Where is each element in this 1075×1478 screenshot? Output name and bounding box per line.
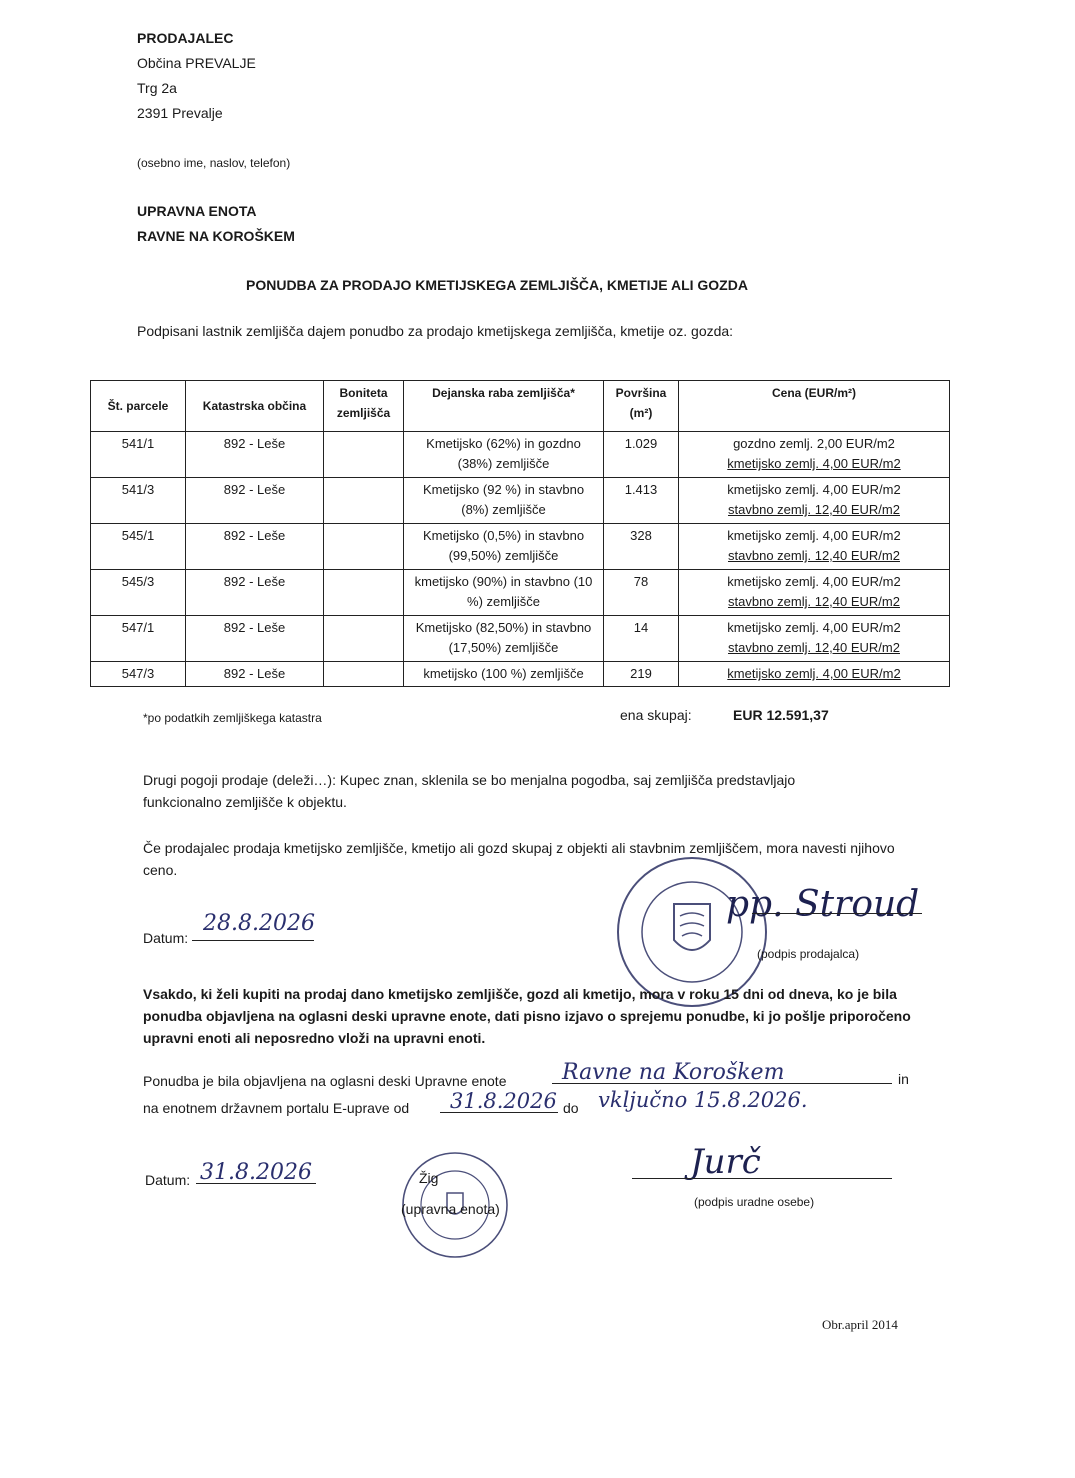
cell-use: Kmetijsko (82,50%) in stavbno (17,50%) zemljišče [404, 616, 604, 662]
published-unit: Ravne na Koroškem [562, 1060, 785, 1085]
portal-from-line [440, 1112, 558, 1113]
price-line: gozdno zemlj. 2,00 EUR/m2 [733, 436, 895, 451]
date1-value: 28.8.2026 [203, 911, 315, 936]
seller-hint: (osebno ime, naslov, telefon) [137, 156, 291, 170]
stamp-label: Žig [419, 1170, 439, 1186]
cell-area: 78 [604, 570, 679, 616]
cell-bonitet [324, 570, 404, 616]
cell-use: Kmetijsko (62%) in gozdno (38%) zemljišče [404, 432, 604, 478]
published-prefix: Ponudba je bila objavljena na oglasni deski Upravne enote [143, 1073, 507, 1089]
cell-parcel: 547/1 [91, 616, 186, 662]
cell-parcel: 541/3 [91, 478, 186, 524]
cell-price [679, 524, 950, 570]
cell-bonitet [324, 432, 404, 478]
cell-use: Kmetijsko (92 %) in stavbno (8%) zemljišče [404, 478, 604, 524]
header-cadastral: Katastrska občina [186, 381, 324, 432]
form-code: Obr.april 2014 [822, 1317, 898, 1332]
price-line: stavbno zemlj. 12,40 EUR/m2 [728, 502, 900, 517]
cell-use: Kmetijsko (0,5%) in stavbno (99,50%) zemljišče [404, 524, 604, 570]
objects-note: Če prodajalec prodaja kmetijsko zemljišče, kmetijo ali gozd skupaj z objekti ali stavbnim zemljiščem, mora navesti njihovo ceno. [143, 840, 895, 878]
cell-price [679, 570, 950, 616]
recipient-line2: RAVNE NA KOROŠKEM [137, 228, 295, 244]
seller-signature: pp. Stroud [726, 884, 920, 925]
date1-underline [192, 940, 314, 941]
cell-bonitet [324, 616, 404, 662]
total-label: ena skupaj: [620, 707, 692, 723]
total-value: EUR 12.591,37 [733, 707, 829, 723]
cell-area: 14 [604, 616, 679, 662]
other-terms: Drugi pogoji prodaje (deleži…): Kupec znan, sklenila se bo menjalna pogodba, saj zemljišča predstavljajo funkcionalno zemljišče k objektu. [143, 772, 796, 810]
cell-area: 1.413 [604, 478, 679, 524]
cell-cadastral: 892 - Leše [186, 616, 324, 662]
price-line: stavbno zemlj. 12,40 EUR/m2 [728, 640, 900, 655]
header-bonitet: Boniteta zemljišča [324, 381, 404, 432]
date2-underline [196, 1183, 316, 1184]
cell-cadastral: 892 - Leše [186, 524, 324, 570]
cell-price [679, 662, 950, 687]
header-use: Dejanska raba zemljišča* [404, 381, 604, 432]
seller-block [137, 28, 256, 123]
seller-heading: PRODAJALEC [137, 30, 234, 46]
date2-label: Datum: [145, 1172, 191, 1188]
footnote: *po podatkih zemljiškega katastra [143, 711, 322, 725]
cell-parcel: 547/3 [91, 662, 186, 687]
cell-area: 1.029 [604, 432, 679, 478]
cell-price [679, 478, 950, 524]
table-row [91, 432, 950, 478]
portal-from: 31.8.2026 [450, 1089, 557, 1113]
price-line: kmetijsko zemlj. 4,00 EUR/m2 [727, 620, 901, 635]
official-sig-label: (podpis uradne osebe) [694, 1195, 815, 1209]
seller-sig-label: (podpis prodajalca) [757, 947, 860, 961]
seller-name: Občina PREVALJE [137, 55, 256, 71]
stamp-sublabel: (upravna enota) [401, 1201, 500, 1217]
cell-parcel: 545/1 [91, 524, 186, 570]
table-row [91, 570, 950, 616]
cell-price [679, 616, 950, 662]
cell-bonitet [324, 478, 404, 524]
price-line: kmetijsko zemlj. 4,00 EUR/m2 [727, 574, 901, 589]
portal-do: do [563, 1100, 579, 1116]
recipient-line1: UPRAVNA ENOTA [137, 203, 257, 219]
intro-text: Podpisani lastnik zemljišča dajem ponudbo za prodajo kmetijskega zemljišča, kmetije oz. gozda: [137, 323, 734, 339]
seller-sig-line [752, 913, 922, 914]
portal-to: vključno 15.8.2026. [598, 1088, 808, 1112]
price-line: kmetijsko zemlj. 4,00 EUR/m2 [727, 528, 901, 543]
table-row [91, 662, 950, 687]
purchase-notice: Vsakdo, ki želi kupiti na prodaj dano kmetijsko zemljišče, gozd ali kmetijo, mora v roku 15 dni od dneva, ko je bila ponudba objavljena na oglasni deski upravne enote, dati pisno izjavo o sprejemu ponudbe, ki jo pošlje priporočeno upravni enoti ali neposredno vloži na upravni enoti. [143, 986, 911, 1046]
price-line: kmetijsko zemlj. 4,00 EUR/m2 [727, 482, 901, 497]
cell-price [679, 432, 950, 478]
price-line: stavbno zemlj. 12,40 EUR/m2 [728, 594, 900, 609]
published-in: in [898, 1071, 909, 1087]
seller-postal: 2391 Prevalje [137, 105, 223, 121]
price-line: kmetijsko zemlj. 4,00 EUR/m2 [727, 666, 901, 681]
cell-bonitet [324, 524, 404, 570]
portal-prefix: na enotnem državnem portalu E-uprave od [143, 1100, 410, 1116]
document-title: PONUDBA ZA PRODAJO KMETIJSKEGA ZEMLJIŠČA, KMETIJE ALI GOZDA [246, 277, 748, 293]
table-row [91, 524, 950, 570]
cell-use: kmetijsko (90%) in stavbno (10 %) zemljišče [404, 570, 604, 616]
cell-parcel: 545/3 [91, 570, 186, 616]
parcels-table [90, 380, 950, 687]
cell-area: 219 [604, 662, 679, 687]
header-price: Cena (EUR/m²) [679, 381, 950, 432]
cell-area: 328 [604, 524, 679, 570]
price-line: stavbno zemlj. 12,40 EUR/m2 [728, 548, 900, 563]
table-row [91, 616, 950, 662]
cell-cadastral: 892 - Leše [186, 478, 324, 524]
official-sig-line [632, 1178, 892, 1179]
header-parcel: Št. parcele [91, 381, 186, 432]
cell-parcel: 541/1 [91, 432, 186, 478]
date1-label: Datum: [143, 930, 189, 946]
cell-cadastral: 892 - Leše [186, 432, 324, 478]
cell-cadastral: 892 - Leše [186, 570, 324, 616]
header-area: Površina (m²) [604, 381, 679, 432]
cell-use: kmetijsko (100 %) zemljišče [404, 662, 604, 687]
date2-value: 31.8.2026 [200, 1160, 312, 1185]
table-row [91, 478, 950, 524]
official-signature: Jurč [690, 1142, 761, 1182]
cell-bonitet [324, 662, 404, 687]
published-unit-line [552, 1083, 892, 1084]
seller-street: Trg 2a [137, 80, 177, 96]
table-header-row [91, 381, 950, 432]
cell-cadastral: 892 - Leše [186, 662, 324, 687]
price-line: kmetijsko zemlj. 4,00 EUR/m2 [727, 456, 901, 471]
